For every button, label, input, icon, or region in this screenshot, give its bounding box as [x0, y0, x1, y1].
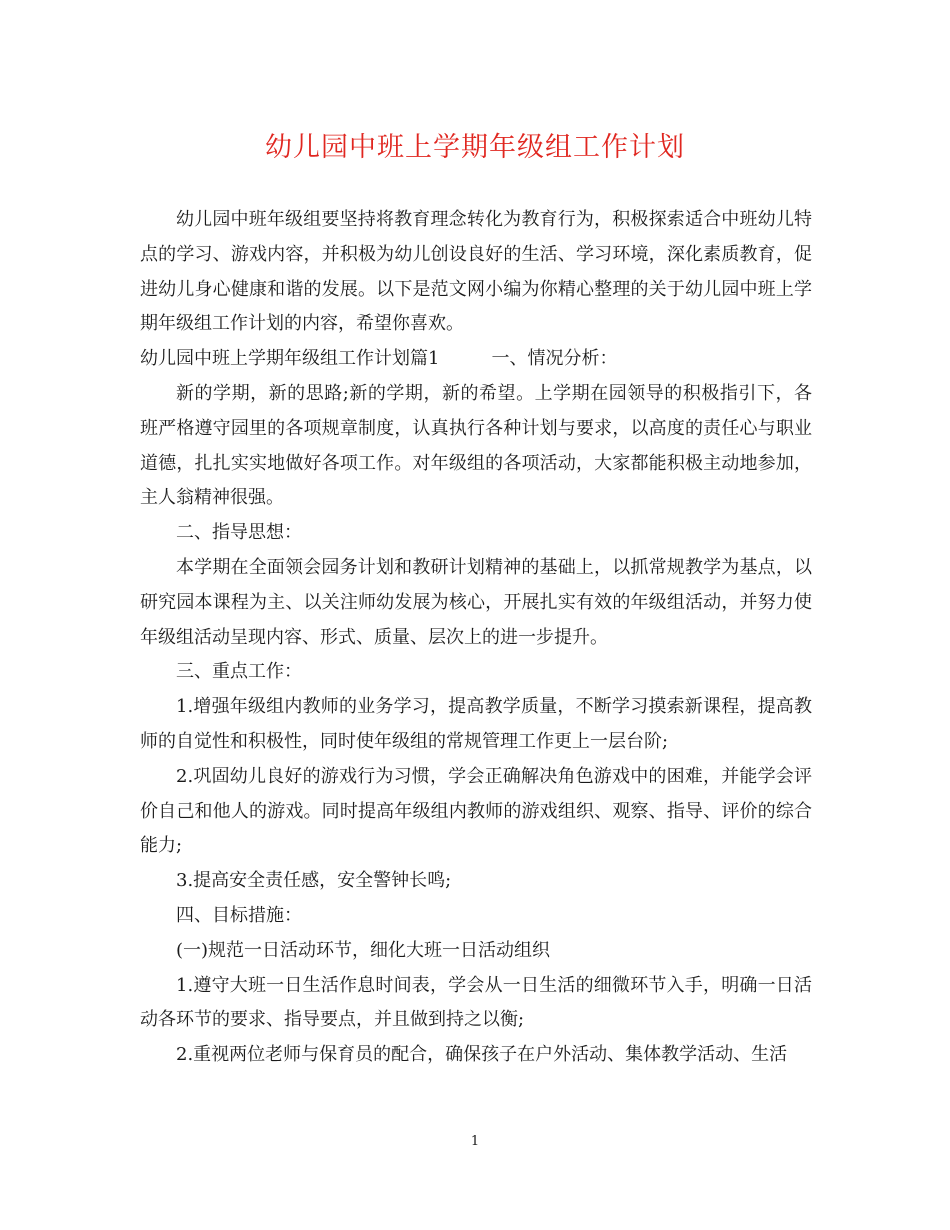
section-line [140, 342, 812, 377]
page-number: 1 [470, 1134, 480, 1149]
document-title: 幼儿园中班上学期年级组工作计划 [265, 132, 685, 163]
measure-item-1: 1.遵守大班一日生活作息时间表，学会从一日生活的细微环节入手，明确一日活动各环节的要求、指导要点，并且做到持之以衡; [140, 974, 812, 1031]
document-body [140, 203, 812, 1073]
heading-guiding-ideology: 二、指导思想： [176, 522, 302, 544]
key-work-item-1: 1.增强年级组内教师的业务学习，提高教学质量，不断学习摸索新课程，提高教师的自觉性和积极性，同时使年级组的常规管理工作更上一层台阶; [140, 696, 812, 752]
heading-key-work: 三、重点工作： [176, 661, 302, 683]
guiding-paragraph: 本学期在全面领会园务计划和教研计划精神的基础上，以抓常规教学为基点，以研究园本课程为主、以关注师幼发展为核心，开展扎实有效的年级组活动，并努力使年级组活动呈现内容、形式、质量、层次上的进一步提升。 [140, 556, 812, 648]
intro-paragraph: 幼儿园中班年级组要坚持将教育理念转化为教育行为，积极探索适合中班幼儿特点的学习、游戏内容，并积极为幼儿创设良好的生活、学习环境，深化素质教育，促进幼儿身心健康和谐的发展。以下是范文网小编为你精心整理的关于幼儿园中班上学期年级组工作计划的内容，希望你喜欢。 [140, 209, 812, 335]
measure-item-2: 2.重视两位老师与保育员的配合，确保孩子在户外活动、集体教学活动、生活 [176, 1044, 788, 1066]
heading-situation-analysis: 一、情况分析： [491, 348, 618, 370]
subheading-daily-activities: (一)规范一日活动环节，细化大班一日活动组织 [176, 939, 551, 961]
situation-paragraph: 新的学期，新的思路;新的学期，新的希望。上学期在园领导的积极指引下，各班严格遵守园里的各项规章制度，认真执行各种计划与要求，以高度的责任心与职业道德，扎扎实实地做好各项工作。对年级组的各项活动，大家都能积极主动地参加，主人翁精神很强。 [140, 382, 812, 509]
heading-goals-measures: 四、目标措施： [176, 904, 302, 926]
section-label: 幼儿园中班上学期年级组工作计划篇1 [140, 348, 440, 370]
key-work-item-2: 2.巩固幼儿良好的游戏行为习惯，学会正确解决角色游戏中的困难，并能学会评价自己和他人的游戏。同时提高年级组内教师的游戏组织、观察、指导、评价的综合能力; [140, 765, 812, 857]
key-work-item-3: 3.提高安全责任感，安全警钟长鸣; [176, 870, 452, 892]
